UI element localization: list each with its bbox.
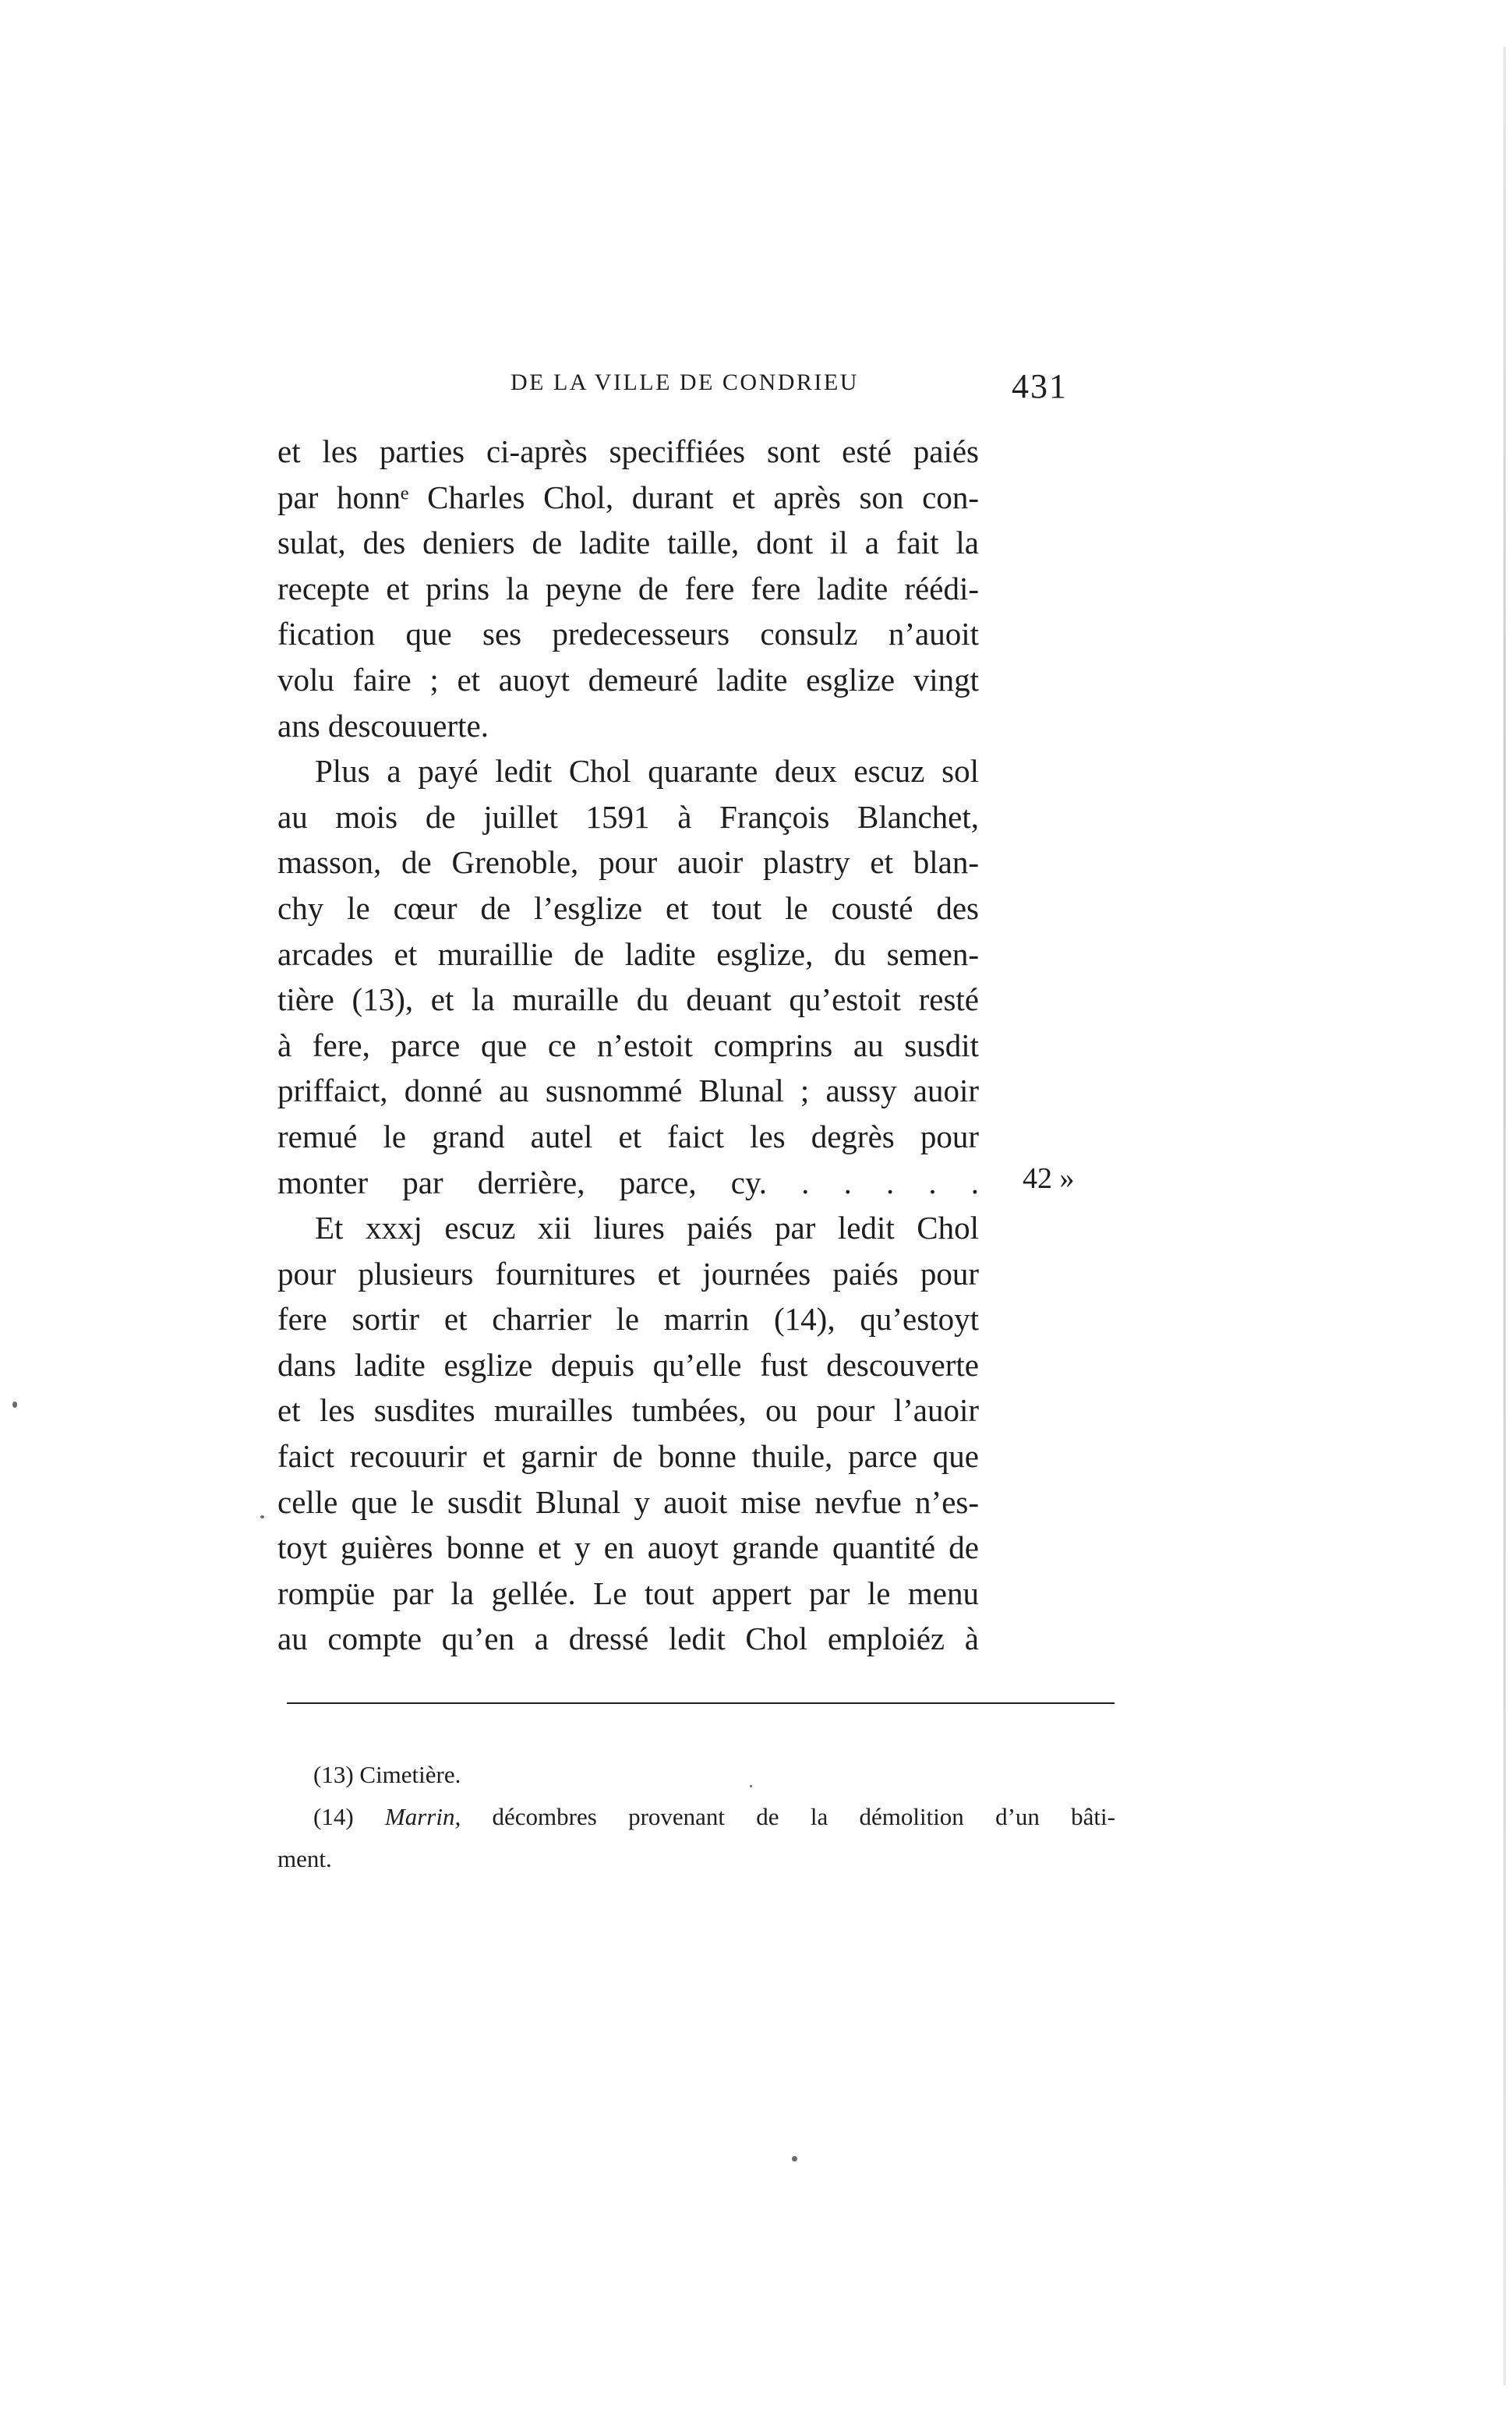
margin-amount: 42 » (1023, 1162, 1075, 1195)
text-line: Et xxxj escuz xii liures paiés par ledit Chol (315, 1210, 979, 1246)
text-line: au mois de juillet 1591 à François Blanchet, (277, 798, 979, 835)
text-line: sulat, des deniers de ladite taille, dont il a fait la (277, 525, 979, 561)
body-text (277, 429, 979, 1662)
footnote-14-continuation: ment. (277, 1845, 332, 1872)
text-line: dans ladite esglize depuis qu’elle fust descouverte (277, 1346, 979, 1383)
page-speck (260, 1515, 264, 1518)
text-line: arcades et muraillie de ladite esglize, du semen- (277, 935, 979, 972)
text-line: ans descouuerte. (277, 707, 489, 744)
text-line: priffaict, donné au susnommé Blunal ; aussy auoir (277, 1073, 979, 1109)
text-line: par honnᵉ Charles Chol, durant et après son con- (277, 479, 979, 515)
footnote-13: (13) Cimetière. (313, 1761, 461, 1788)
text-line: tière (13), et la muraille du deuant qu’estoit resté (277, 981, 979, 1018)
footnote-rule (287, 1702, 1115, 1704)
page-speck (792, 2156, 797, 2162)
page-speck (750, 1785, 752, 1787)
footnote-14-term: Marrin, (384, 1803, 461, 1830)
footnotes (277, 1754, 1115, 1880)
footnote-14 (277, 1796, 1115, 1838)
page-speck (12, 1402, 17, 1408)
running-title: DE LA VILLE DE CONDRIEU (510, 369, 859, 395)
text-line: pour plusieurs fournitures et journées paiés pour (277, 1255, 979, 1292)
text-line: chy le cœur de l’esglize et tout le cousté des (277, 889, 979, 926)
text-line: faict recouurir et garnir de bonne thuile, parce que (277, 1438, 979, 1475)
text-line: masson, de Grenoble, pour auoir plastry et blan- (277, 844, 979, 881)
text-line: fere sortir et charrier le marrin (14), qu’estoyt (277, 1301, 979, 1338)
text-line: volu faire ; et auoyt demeuré ladite esglize vingt (277, 661, 979, 698)
footnote-14-number: (14) (313, 1803, 385, 1830)
text-line: au compte qu’en a dressé ledit Chol emploiéz à (277, 1621, 979, 1657)
text-line: et les parties ci-après speciffiées sont esté paiés (277, 433, 979, 469)
text-line: à fere, parce que ce n’estoit comprins au susdit (277, 1027, 979, 1063)
text-line: toyt guières bonne et y en auoyt grande quantité de (277, 1529, 979, 1566)
text-line: fication que ses predecesseurs consulz n’auoit (277, 616, 979, 652)
text-line: monter par derrière, parce, cy. . . . . . (277, 1164, 979, 1200)
page-number: 431 (1012, 367, 1068, 405)
page-edge-shadow (1503, 47, 1506, 2385)
text-line: celle que le susdit Blunal y auoit mise nevfue n’es- (277, 1483, 979, 1520)
footnote-14-text: décombres provenant de la démolition d’un bâti- (461, 1803, 1115, 1830)
text-line: recepte et prins la peyne de fere fere ladite réédi- (277, 570, 979, 606)
text-line: et les susdites murailles tumbées, ou pour l’auoir (277, 1392, 979, 1429)
text-line: remué le grand autel et faict les degrès pour (277, 1118, 979, 1154)
text-line: Plus a payé ledit Chol quarante deux escuz sol (315, 753, 979, 790)
text-line: rompüe par la gellée. Le tout appert par le menu (277, 1575, 979, 1611)
